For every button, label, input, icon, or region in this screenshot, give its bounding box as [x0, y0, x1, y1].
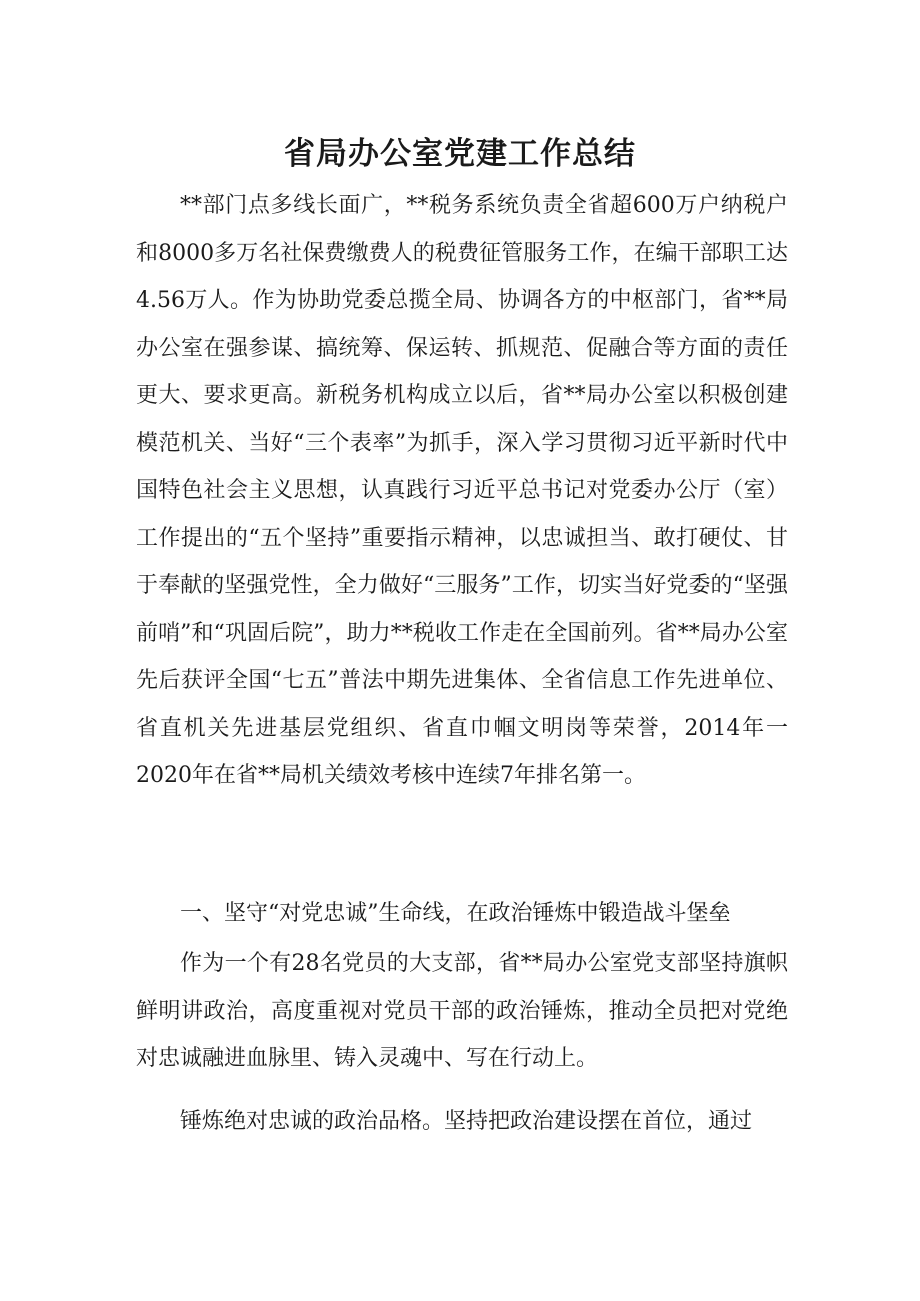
intro-paragraph: **部门点多线长面广，**税务系统负责全省超600万户纳税户和8000多万名社保费缴费人的税费征管服务工作，在编干部职工达4.56万人。作为协助党委总揽全局、协调各方的中枢部门，省**局办公室在强参谋、搞统筹、保运转、抓规范、促融合等方面的责任更大、要求更高。新税务机构成立以后，省**局办公室以积极创建模范机关、当好“三个表率”为抓手，深入学习贯彻习近平新时代中国特色社会主义思想，认真践行习近平总书记对党委办公厅（室）工作提出的“五个坚持”重要指示精神，以忠诚担当、敢打硬仗、甘于奉献的坚强党性，全力做好“三服务”工作，切实当好党委的“坚强前哨”和“巩固后院”，助力**税收工作走在全国前列。省**局办公室先后获评全国“七五”普法中期先进集体、全省信息工作先进单位、省直机关先进基层党组织、省直巾帼文明岗等荣誉，2014年一2020年在省**局机关绩效考核中连续7年排名第一。	[136, 193, 788, 788]
section-1-paragraph: 作为一个有28名党员的大支部，省**局办公室党支部坚持旗帜鲜明讲政治，高度重视对党员干部的政治锤炼，推动全员把对党绝对忠诚融进血脉里、铸入灵魂中、写在行动上。	[136, 951, 788, 1071]
section-1-subparagraph: 锤炼绝对忠诚的政治品格。坚持把政治建设摆在首位，通过	[180, 1109, 753, 1134]
section-heading-1: 一、坚守“对党忠诚”生命线，在政治锤炼中锻造战斗堡垒	[180, 901, 731, 926]
document-title: 省局办公室党建工作总结	[284, 136, 636, 172]
